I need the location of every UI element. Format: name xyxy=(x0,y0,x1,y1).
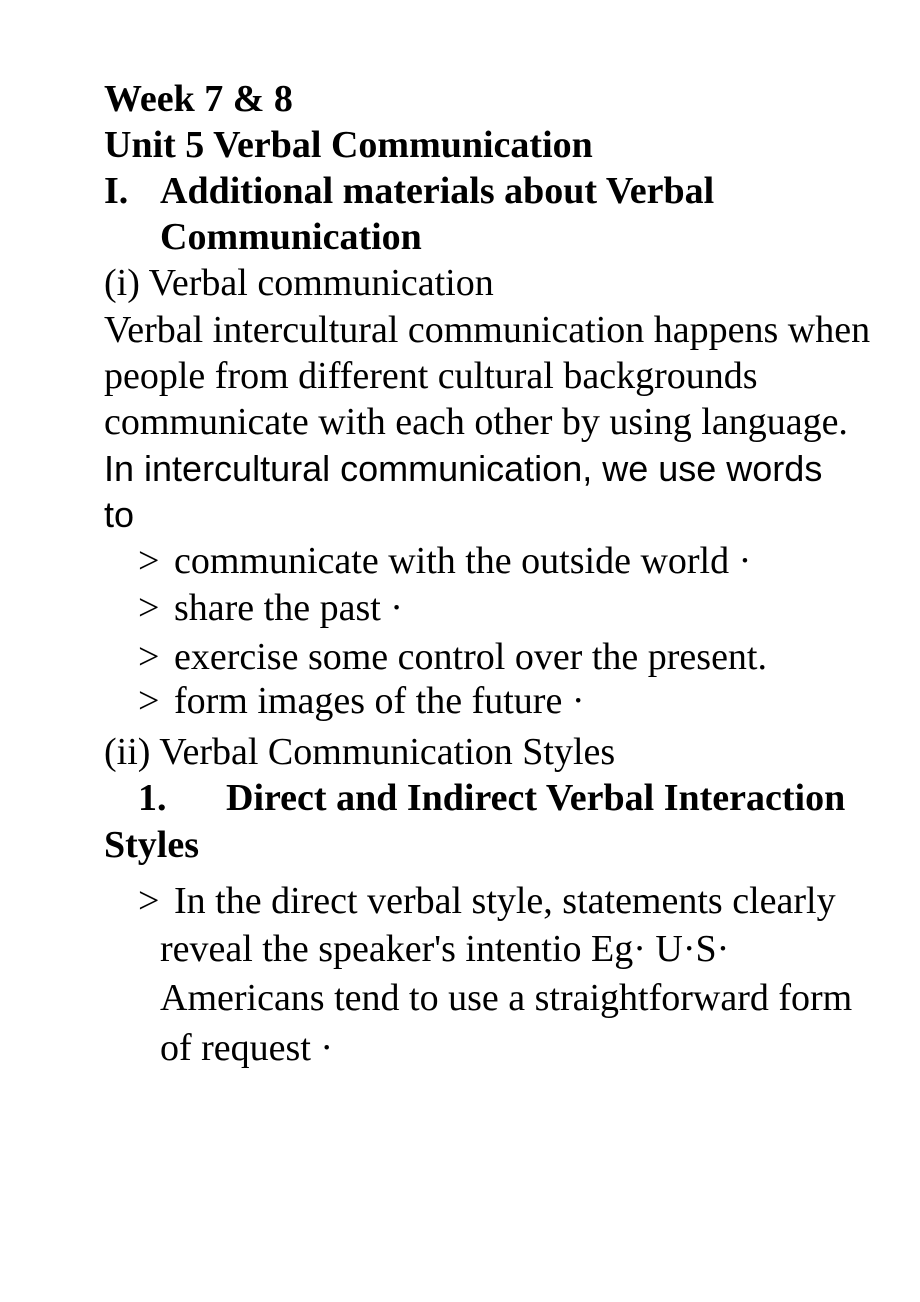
bullet-marker: > xyxy=(138,587,160,629)
paragraph-line-1: Verbal intercultural communication happens when xyxy=(104,309,871,351)
bullet-marker: > xyxy=(138,680,160,722)
list-item xyxy=(138,585,403,631)
list-item-text: form images of the future · xyxy=(174,680,585,722)
list-item-text: exercise some control over the present. xyxy=(174,636,767,678)
list-item xyxy=(138,634,767,680)
bullet-marker: > xyxy=(138,636,160,678)
intro-line-1: In intercultural communication, we use words xyxy=(104,448,823,489)
bullet-marker: > xyxy=(138,880,160,922)
list-item-text: In the direct verbal style, statements clearly xyxy=(174,880,836,922)
list-item-text: share the past · xyxy=(174,587,403,629)
intro-line-2: to xyxy=(104,494,135,535)
item-title-line1: Direct and Indirect Verbal Interaction xyxy=(226,777,846,819)
section-number: I. xyxy=(104,170,129,212)
list-item-continuation: Americans tend to use a straightforward form xyxy=(160,977,853,1019)
bullet-marker: > xyxy=(138,540,160,582)
paragraph-line-2: people from different cultural backgrounds xyxy=(104,355,758,397)
list-item xyxy=(138,678,584,724)
subsection-heading-communication-styles: (ii) Verbal Communication Styles xyxy=(104,731,616,773)
paragraph-line-3: communicate with each other by using language. xyxy=(104,401,848,443)
section-title-line1: Additional materials about Verbal xyxy=(160,170,715,212)
section-title-line2: Communication xyxy=(160,216,422,258)
subsection-heading-verbal-communication: (i) Verbal communication xyxy=(104,262,494,304)
list-item xyxy=(138,878,836,924)
unit-heading: Unit 5 Verbal Communication xyxy=(104,124,593,166)
section-heading xyxy=(104,168,714,214)
list-item-continuation: of request · xyxy=(160,1027,334,1069)
list-item xyxy=(138,538,751,584)
item-title-line2: Styles xyxy=(104,824,199,866)
numbered-item-heading xyxy=(138,775,845,821)
item-number: 1. xyxy=(138,777,167,819)
list-item-continuation: reveal the speaker's intentio Eg· U·S· xyxy=(160,928,730,970)
week-heading: Week 7 & 8 xyxy=(104,78,293,120)
list-item-text: communicate with the outside world · xyxy=(174,540,752,582)
